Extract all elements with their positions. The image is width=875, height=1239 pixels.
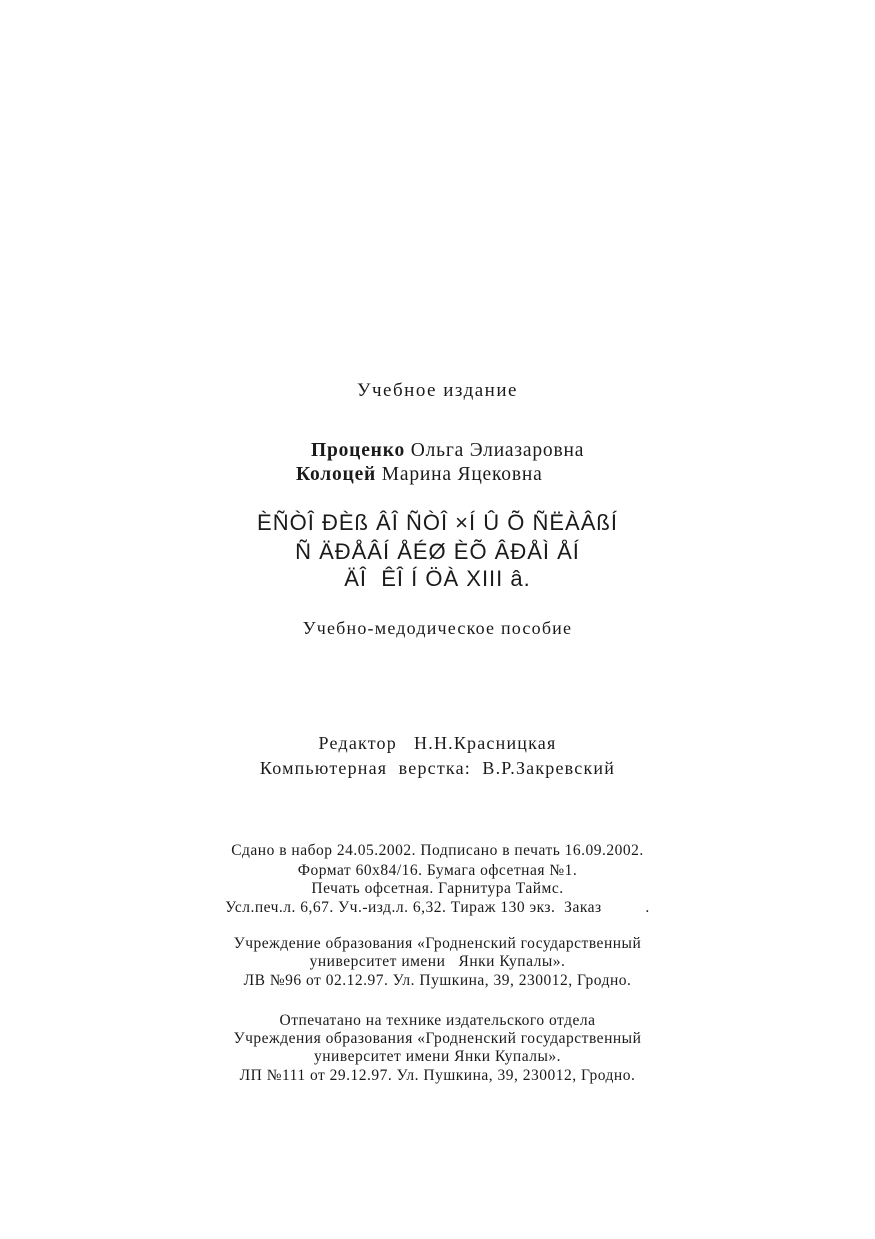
author-2-surname: Колоцей [296,464,377,485]
book-title-line-2: Ñ ÄÐÅÂÍ ÅÉØ ÈÕ ÂÐÅÌ ÅÍ [295,539,580,564]
imprint-line: Усл.печ.л. 6,67. Уч.-изд.л. 6,32. Тираж 130 экз. Заказ . [225,899,650,916]
imprint-line: Сдано в набор 24.05.2002. Подписано в печать 16.09.2002. [231,842,644,859]
imprint-line: Печать офсетная. Гарнитура Таймс. [311,880,564,897]
author-1-given-name: Ольга Элиазаровна [410,440,585,461]
printer-line: университет имени Янки Купалы». [314,1048,561,1065]
author-1-surname: Проценко [311,440,406,461]
book-title-line-3: ÄÎ ÊÎ Í ÖÀ XIII â. [344,566,531,591]
author-1 [311,440,584,462]
imprint-line: Формат 60х84/16. Бумага офсетная №1. [297,862,578,879]
publisher-line: университет имени Янки Купалы». [309,953,566,970]
book-title-line-1: ÈÑÒÎ ÐÈß ÂÎ ÑÒÎ ×Í Û Õ ÑËÀÂßÍ [257,510,618,535]
editor-credit: Редактор Н.Н.Красницкая [318,733,557,753]
author-2-given-name: Марина Яцековна [381,464,543,485]
printer-line: Учреждения образования «Гродненский государственный [233,1030,642,1047]
publisher-line: Учреждение образования «Гродненский государственный [233,935,642,952]
publisher-line: ЛВ №96 от 02.12.97. Ул. Пушкина, 39, 230012, Гродно. [243,972,632,989]
layout-credit: Компьютерная верстка: В.Р.Закревский [259,758,616,778]
author-2 [296,464,543,486]
printer-line: Отпечатано на технике издательского отдела [279,1012,596,1029]
printer-line: ЛП №111 от 29.12.97. Ул. Пушкина, 39, 230012, Гродно. [239,1067,636,1084]
book-subtitle: Учебно-медодическое пособие [302,618,573,638]
edition-type: Учебное издание [357,380,518,401]
